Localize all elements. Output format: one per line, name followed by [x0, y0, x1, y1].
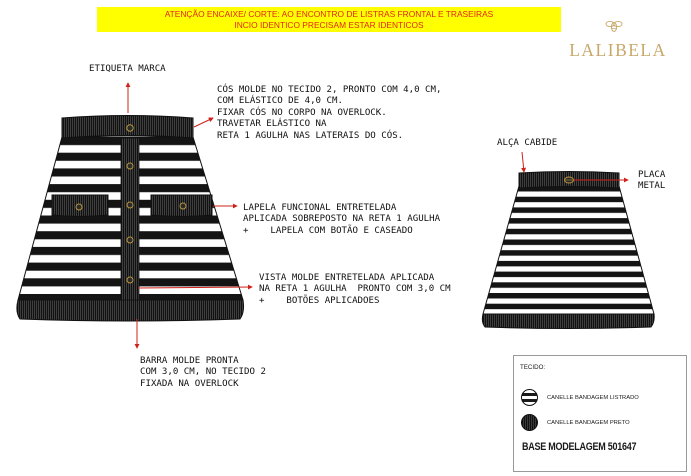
- brand-logo: LALIBELA: [569, 40, 667, 60]
- base-modelagem-label: BASE MODELAGEM 501647: [522, 441, 637, 453]
- front-placket: [121, 138, 139, 300]
- front-hem-band: [17, 300, 244, 321]
- placket-button: [127, 202, 133, 208]
- note-placa-metal: PLACA METAL: [638, 170, 666, 192]
- legend-item-label: CANELLE BANDAGEM LISTRADO: [547, 394, 639, 401]
- legend-title: TECIDO:: [520, 364, 546, 371]
- placket-button: [127, 163, 133, 169]
- note-cos: CÓS MOLDE NO TECIDO 2, PRONTO COM 4,0 CM, COM ELÁSTICO DE 4,0 CM. FIXAR CÓS NO CORPO NA OVERLOCK. TRAVETAR ELÁSTICO NA RETA 1 AGULHA NAS LATERAIS DO CÓS.: [217, 85, 442, 141]
- waistband-button: [127, 125, 133, 131]
- legend-item-label: CANELLE BANDAGEM PRETO: [547, 419, 630, 426]
- note-vista: VISTA MOLDE ENTRETELADA APLICADA NA RETA 1 AGULHA PRONTO COM 3,0 CM + BOTÕES APLICADOES: [259, 273, 451, 306]
- placket-button: [127, 277, 133, 283]
- note-lapela: LAPELA FUNCIONAL ENTRETELADA APLICADA SOBREPOSTO NA RETA 1 AGULHA + LAPELA COM BOTÃO E CASEADO: [243, 203, 441, 236]
- note-alca-cabide: ALÇA CABIDE: [497, 138, 558, 148]
- arrow-cos: [194, 118, 213, 127]
- pocket-button-left: [76, 204, 82, 210]
- back-skirt: [482, 172, 654, 329]
- legend-item-striped: [521, 389, 639, 406]
- note-etiqueta-marca: ETIQUETA MARCA: [89, 64, 166, 74]
- pocket-button-right: [180, 203, 186, 209]
- warning-line-1: ATENÇÃO ENCAIXE/ CORTE: AO ENCONTRO DE LISTRAS FRONTAL E TRASEIRAS: [164, 9, 494, 19]
- solid-swatch-icon: [521, 414, 538, 431]
- arrow-alca: [522, 152, 524, 172]
- metal-plate-icon: [564, 177, 574, 183]
- back-hem-band: [482, 314, 654, 329]
- striped-swatch-icon: [521, 389, 538, 406]
- note-barra: BARRA MOLDE PRONTA COM 3,0 CM, NO TECIDO 2 FIXADA NA OVERLOCK: [140, 356, 266, 389]
- warning-line-2: INCIO IDENTICO PRECISAM ESTAR IDENTICOS: [234, 20, 424, 30]
- back-skirt-body: [483, 186, 654, 314]
- legend-item-solid: [521, 414, 630, 431]
- front-skirt: [17, 116, 244, 322]
- fabric-legend: [513, 355, 687, 472]
- placket-button: [127, 237, 133, 243]
